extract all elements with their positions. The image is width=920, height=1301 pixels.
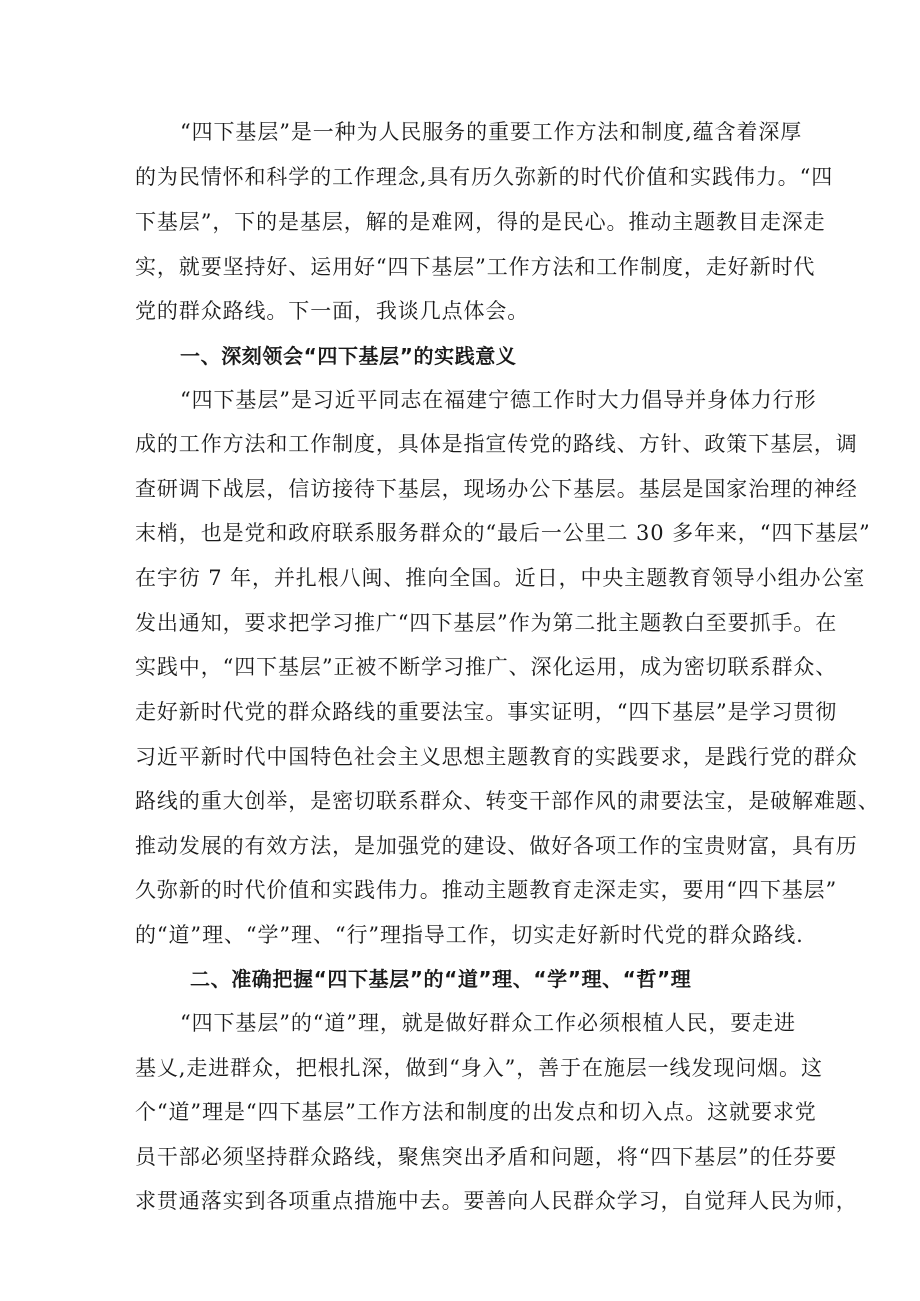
paragraph-line: 求贯通落实到各项重点措施中去。要善向人民群众学习，自觉拜人民为师， [135,1189,858,1213]
paragraph-line: 路线的重大创举，是密切联系群众、转变干部作风的肃要法宝，是破解难题、 [135,789,880,813]
paragraph-line: 的“道”理、“学”理、“行”理指导工作，切实走好新时代党的群众路线. [135,923,804,947]
paragraph-line: 末梢，也是党和政府联系服务群众的“最后一公里二 30 多年来，“四下基层” [135,521,871,545]
paragraph-line: 发出通知，要求把学习推广“四下基层”作为第二批主题教白至要抓手。在 [135,611,838,635]
paragraph-line: 下基层”，下的是基层，解的是难网，得的是民心。推动主题教目走深走 [135,210,826,234]
paragraph-line: “四下基层”的“道”理，就是做好群众工作必须根植人民，要走进 [180,1011,796,1035]
section-heading: 二、准确把握“四下基层”的“道”理、“学”理、“哲”理 [190,967,692,991]
paragraph-line: 在宇彷 7 年，并扎根八闽、推向全国。近日，中央主题教育领导小组办公室 [135,566,866,590]
paragraph-line: 党的群众路线。下一面，我谈几点体会。 [135,299,530,323]
paragraph-line: 推动发展的有效方法，是加强党的建设、做好各项工作的宝贵财富，具有历 [135,834,858,858]
paragraph-line: 实践中，“四下基层”正被不断学习推广、深化运用，成为密切联系群众、 [135,655,838,679]
section-heading: 一、深刻领会“四下基层”的实践意义 [180,344,517,368]
paragraph-line: 个“道”理是“四下基层”工作方法和制度的出发点和切入点。这就要求党 [135,1100,817,1124]
paragraph-line: 员干部必须坚持群众路线，聚焦突出矛盾和问题，将“四下基层”的任芬要 [135,1145,838,1169]
paragraph-line: 成的工作方法和工作制度，具体是指宣传党的路线、方针、政策下基层，调 [135,432,858,456]
paragraph-line: 实，就要坚持好、运用好“四下基层”工作方法和工作制度，走好新时代 [135,255,816,279]
paragraph-line: 走好新时代党的群众路线的重要法宝。事实证明，“四下基层”是学习贯彻 [135,700,838,724]
paragraph-line: 久弥新的时代价值和实践伟力。推动主题教育走深走实，要用“四下基层” [135,878,838,902]
paragraph-line: 的为民情怀和科学的工作理念,具有历久弥新的时代价值和实践伟力。“四 [135,165,834,189]
paragraph-line: 查研调下战层，信访接待下基层，现场办公下基层。基层是国家治理的神经 [135,477,858,501]
paragraph-line: “四下基层”是习近平同志在福建宁德工作时大力倡导并身体力行形 [180,388,817,412]
paragraph-line: 习近平新时代中国特色社会主义思想主题教育的实践要求，是践行党的群众 [135,745,858,769]
paragraph-line: 基乂,走进群众，把根扎深，做到“身入”，善于在施层一线发现问烟。这 [135,1056,823,1080]
paragraph-line: “四下基层”是一种为人民服务的重要工作方法和制度,蕴含着深厚 [180,120,803,144]
